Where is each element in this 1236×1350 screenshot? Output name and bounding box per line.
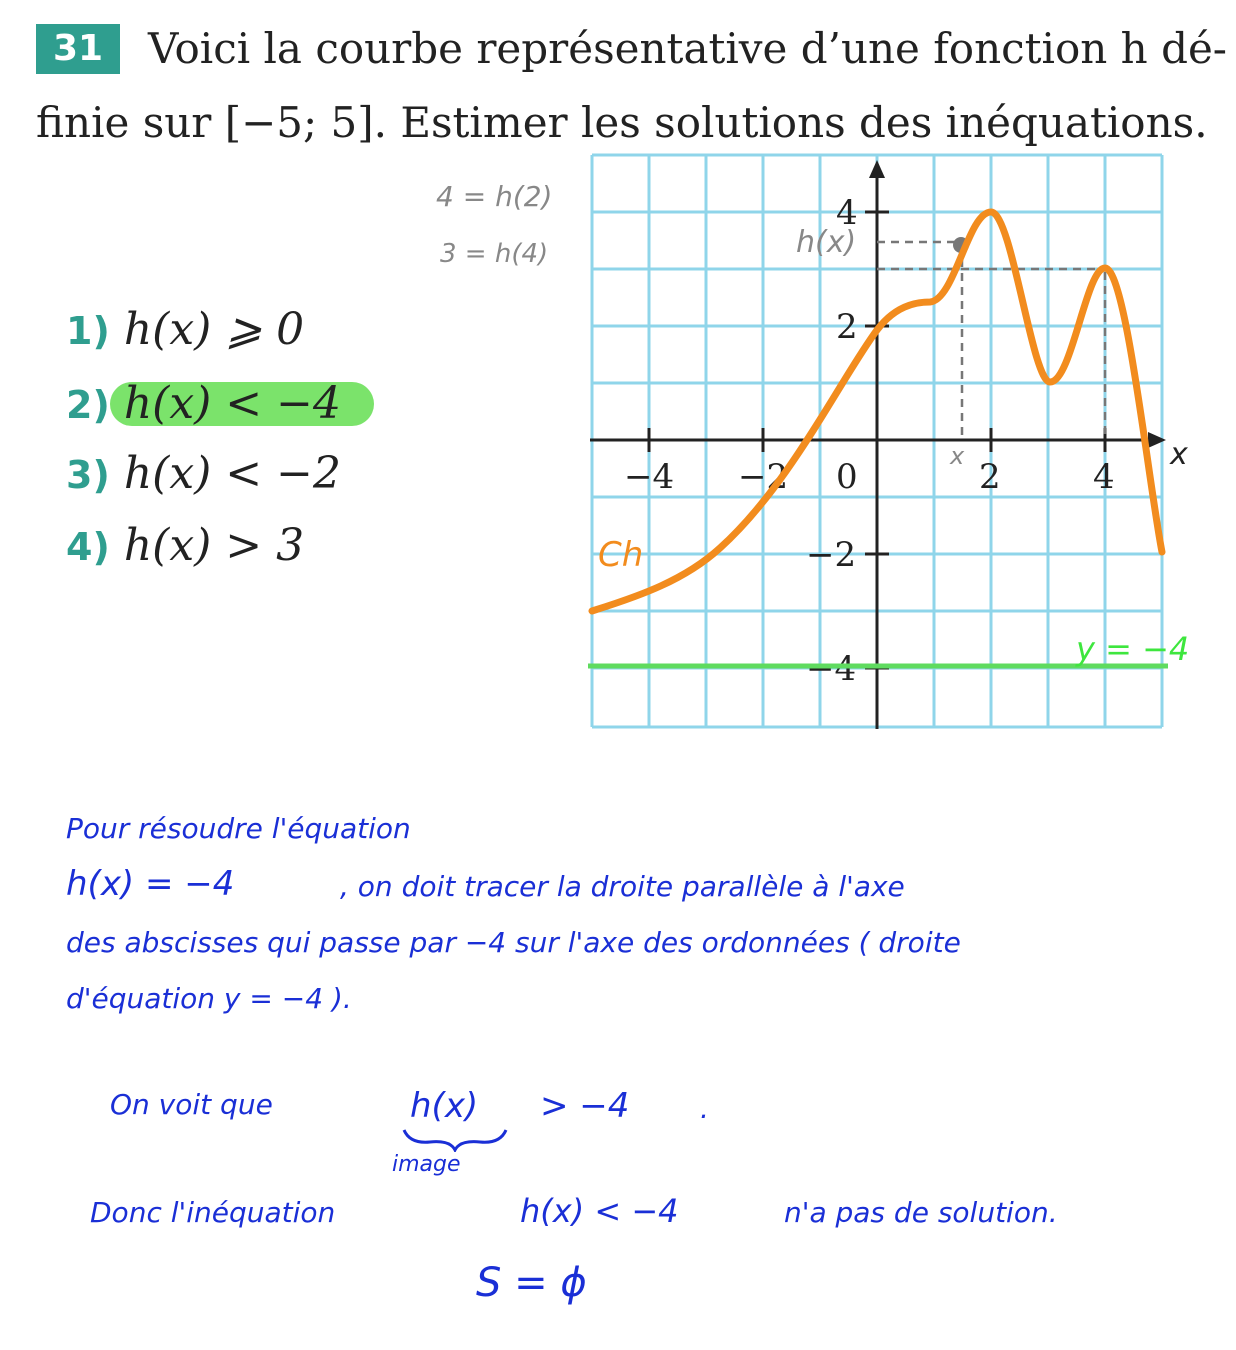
y-tick-label: 4	[836, 193, 858, 233]
inequation-number: 4)	[66, 525, 110, 569]
inequation-number: 2)	[66, 383, 110, 427]
hw-line-6b: h(x) < −4	[520, 1192, 679, 1230]
x-tick-label: −4	[624, 457, 675, 497]
hw-line-5c: > −4	[540, 1086, 630, 1126]
inequation-expr: h(x) ⩾ 0	[123, 304, 305, 355]
hw-line-5b: h(x)	[410, 1086, 479, 1126]
note-3-eq-h4: 3 = h(4)	[440, 239, 549, 269]
y-tick-label: −4	[806, 649, 857, 689]
x-tick-label: 0	[836, 457, 858, 497]
underbrace-icon	[400, 1126, 510, 1152]
curve-label: Ch	[598, 535, 644, 575]
inequation-expr: h(x) < −4	[123, 378, 341, 429]
inequation-expr: h(x) < −2	[123, 448, 341, 499]
hx-label: h(x)	[796, 225, 857, 260]
line-label: y = −4	[1076, 630, 1190, 668]
x-tick-label: 4	[1093, 457, 1115, 497]
hw-image-label: image	[392, 1152, 461, 1177]
x-axis-label: x	[1170, 437, 1188, 472]
hw-solution-set: S = ϕ	[476, 1260, 587, 1306]
y-tick-label: 2	[836, 307, 858, 347]
y-tick-label: −2	[806, 535, 857, 575]
hw-line-1: Pour résoudre l'équation	[66, 812, 411, 845]
exercise-number: 31	[36, 24, 120, 74]
hw-line-4: d'équation y = −4 ).	[66, 982, 352, 1015]
hw-line-5a: On voit que	[110, 1088, 273, 1121]
note-4-eq-h2: 4 = h(2)	[436, 180, 553, 213]
statement-line-2: finie sur [−5; 5]. Estimer les solutions des inéquations.	[36, 98, 1208, 147]
hw-line-2b: , on doit tracer la droite parallèle à l'axe	[340, 870, 905, 903]
x-point-label: x	[950, 442, 965, 470]
hw-line-6a: Donc l'inéquation	[90, 1196, 336, 1229]
x-tick-label: 2	[979, 457, 1001, 497]
hw-line-6c: n'a pas de solution.	[784, 1196, 1058, 1229]
inequation-expr: h(x) > 3	[123, 520, 305, 571]
statement-line-1: Voici la courbe représentative d’une fonction h dé-	[148, 24, 1227, 73]
hw-line-5d: .	[700, 1092, 709, 1125]
inequation-number: 1)	[66, 309, 110, 353]
inequation-number: 3)	[66, 453, 110, 497]
hw-line-3: des abscisses qui passe par −4 sur l'axe des ordonnées ( droite	[66, 926, 961, 959]
hw-line-2a: h(x) = −4	[66, 864, 235, 904]
x-tick-label: −2	[738, 457, 789, 497]
